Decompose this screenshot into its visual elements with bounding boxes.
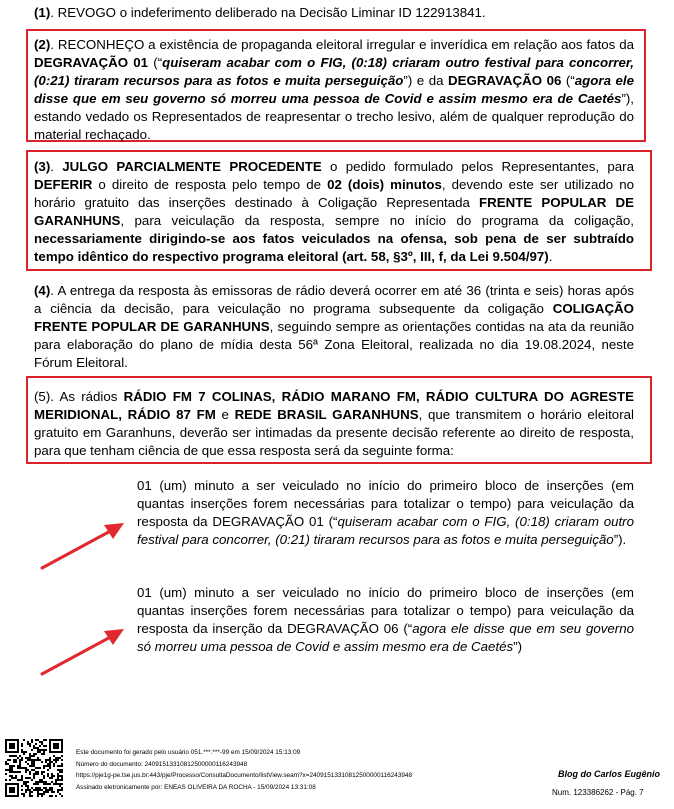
degravacao-06-ref: DEGRAVAÇÃO 06 — [448, 73, 562, 88]
response-item-1: 01 (um) minuto a ser veiculado no início do primeiro bloco de inserções (em quantas inserções forem necessárias para totalizar o tempo) para veiculação da resposta da DEGRAVAÇÃO 01 (“quiseram acabar com o FIG, (0:18) criaram outro festival para concorrer, (0:21) tiraram recursos para as fotos e muita perseguição”). — [137, 478, 634, 547]
degravacao-01-ref: DEGRAVAÇÃO 01 — [34, 55, 149, 70]
paragraph-5: (5). As rádios RÁDIO FM 7 COLINAS, RÁDIO MARANO FM, RÁDIO CULTURA DO AGRESTE MERIDIONAL, RÁDIO 87 FM e REDE BRASIL GARANHUNS, que transmitem o horário eleitoral gratuito em Garanhuns, deverão ser intimadas da presente decisão referente ao direito de resposta, para que tenham ciência de que essa resposta será da seguinte forma: — [34, 389, 634, 458]
red-arrow-icon — [38, 516, 128, 572]
response-item-2: 01 (um) minuto a ser veiculado no início do primeiro bloco de inserções (em quantas inserções forem necessárias para totalizar o tempo) para veiculação da resposta da inserção da DEGRAVAÇÃO 06 (“agora ele disse que em seu governo só morreu uma pessoa de Covid e assim mesmo era de Caetés”) — [137, 585, 634, 654]
paragraph-1: (1). REVOGO o indeferimento deliberado na Decisão Liminar ID 122913841. — [34, 5, 486, 20]
quote-degravacao-01: quiseram acabar com o FIG, (0:18) criaram outro festival para concorrer, (0:21) tiraram recursos para as fotos e muita perseguição — [34, 55, 634, 88]
qr-code-icon — [5, 739, 63, 797]
paragraph-2: (2). RECONHEÇO a existência de propaganda eleitoral irregular e inverídica em relação aos fatos da DEGRAVAÇÃO 01 (“quiseram acabar com o FIG, (0:18) criaram outro festival para concorrer, (0:21) tiraram recursos para as fotos e muita perseguição”) e da DEGRAVAÇÃO 06 (“agora ele disse que em seu governo só morreu uma pessoa de Covid e assim mesmo era de Caetés”), estando vedado os Representados de reapresentar o trecho lesivo, além de qualquer reprodução do material rechaçado. — [34, 37, 634, 142]
paragraph-3: (3). JULGO PARCIALMENTE PROCEDENTE o pedido formulado pelos Representantes, para DEFERIR o direito de resposta pelo tempo de 02 (dois) minutos, devendo este ser utilizado no horário gratuito das inserções destinado à Coligação Representada FRENTE POPULAR DE GARANHUNS, para veiculação da resposta, sempre no início do programa da coligação, necessariamente dirigindo-se aos fatos veiculados na ofensa, sob pena de ser subtraído tempo idêntico do respectivo programa eleitoral (art. 58, §3º, III, f, da Lei 9.504/97). — [34, 159, 635, 264]
paragraph-1-number: (1) — [34, 5, 51, 20]
paragraph-4: (4). A entrega da resposta às emissoras de rádio deverá ocorrer em até 36 (trinta e seis) horas após a ciência da decisão, para veiculação no programa subsequente da coligação COLIGAÇÃO FRENTE POPULAR DE GARANHUNS, seguindo sempre as orientações contidas na ata da reunião para elaboração do plano de mídia desta 56ª Zona Eleitoral, realizada no dia 19.08.2024, neste Fórum Eleitoral. — [34, 283, 634, 370]
footer-signature: Assinado eletronicamente por: ENEAS OLIVEIRA DA ROCHA - 15/09/2024 13:31:08 — [76, 784, 316, 791]
page-number: Num. 123386262 - Pág. 7 — [552, 788, 644, 797]
footer-document-number: Número do documento: 24091513310812500000116243948 — [76, 761, 248, 768]
footer-document-url[interactable]: https://pje1g-pe.tse.jus.br:443/pje/Processo/ConsultaDocumento/listView.seam?x=24091513310812500000116243948 — [76, 772, 413, 779]
red-arrow-icon — [38, 622, 128, 678]
blog-watermark: Blog do Carlos Eugênio — [558, 769, 661, 779]
quote-degravacao-06: agora ele disse que em seu governo só morreu uma pessoa de Covid e assim mesmo era de Caetés — [34, 73, 634, 106]
footer-generated-by: Este documento foi gerado pelo usuário 051.***.***-99 em 15/09/2024 15:13:09 — [76, 749, 301, 756]
